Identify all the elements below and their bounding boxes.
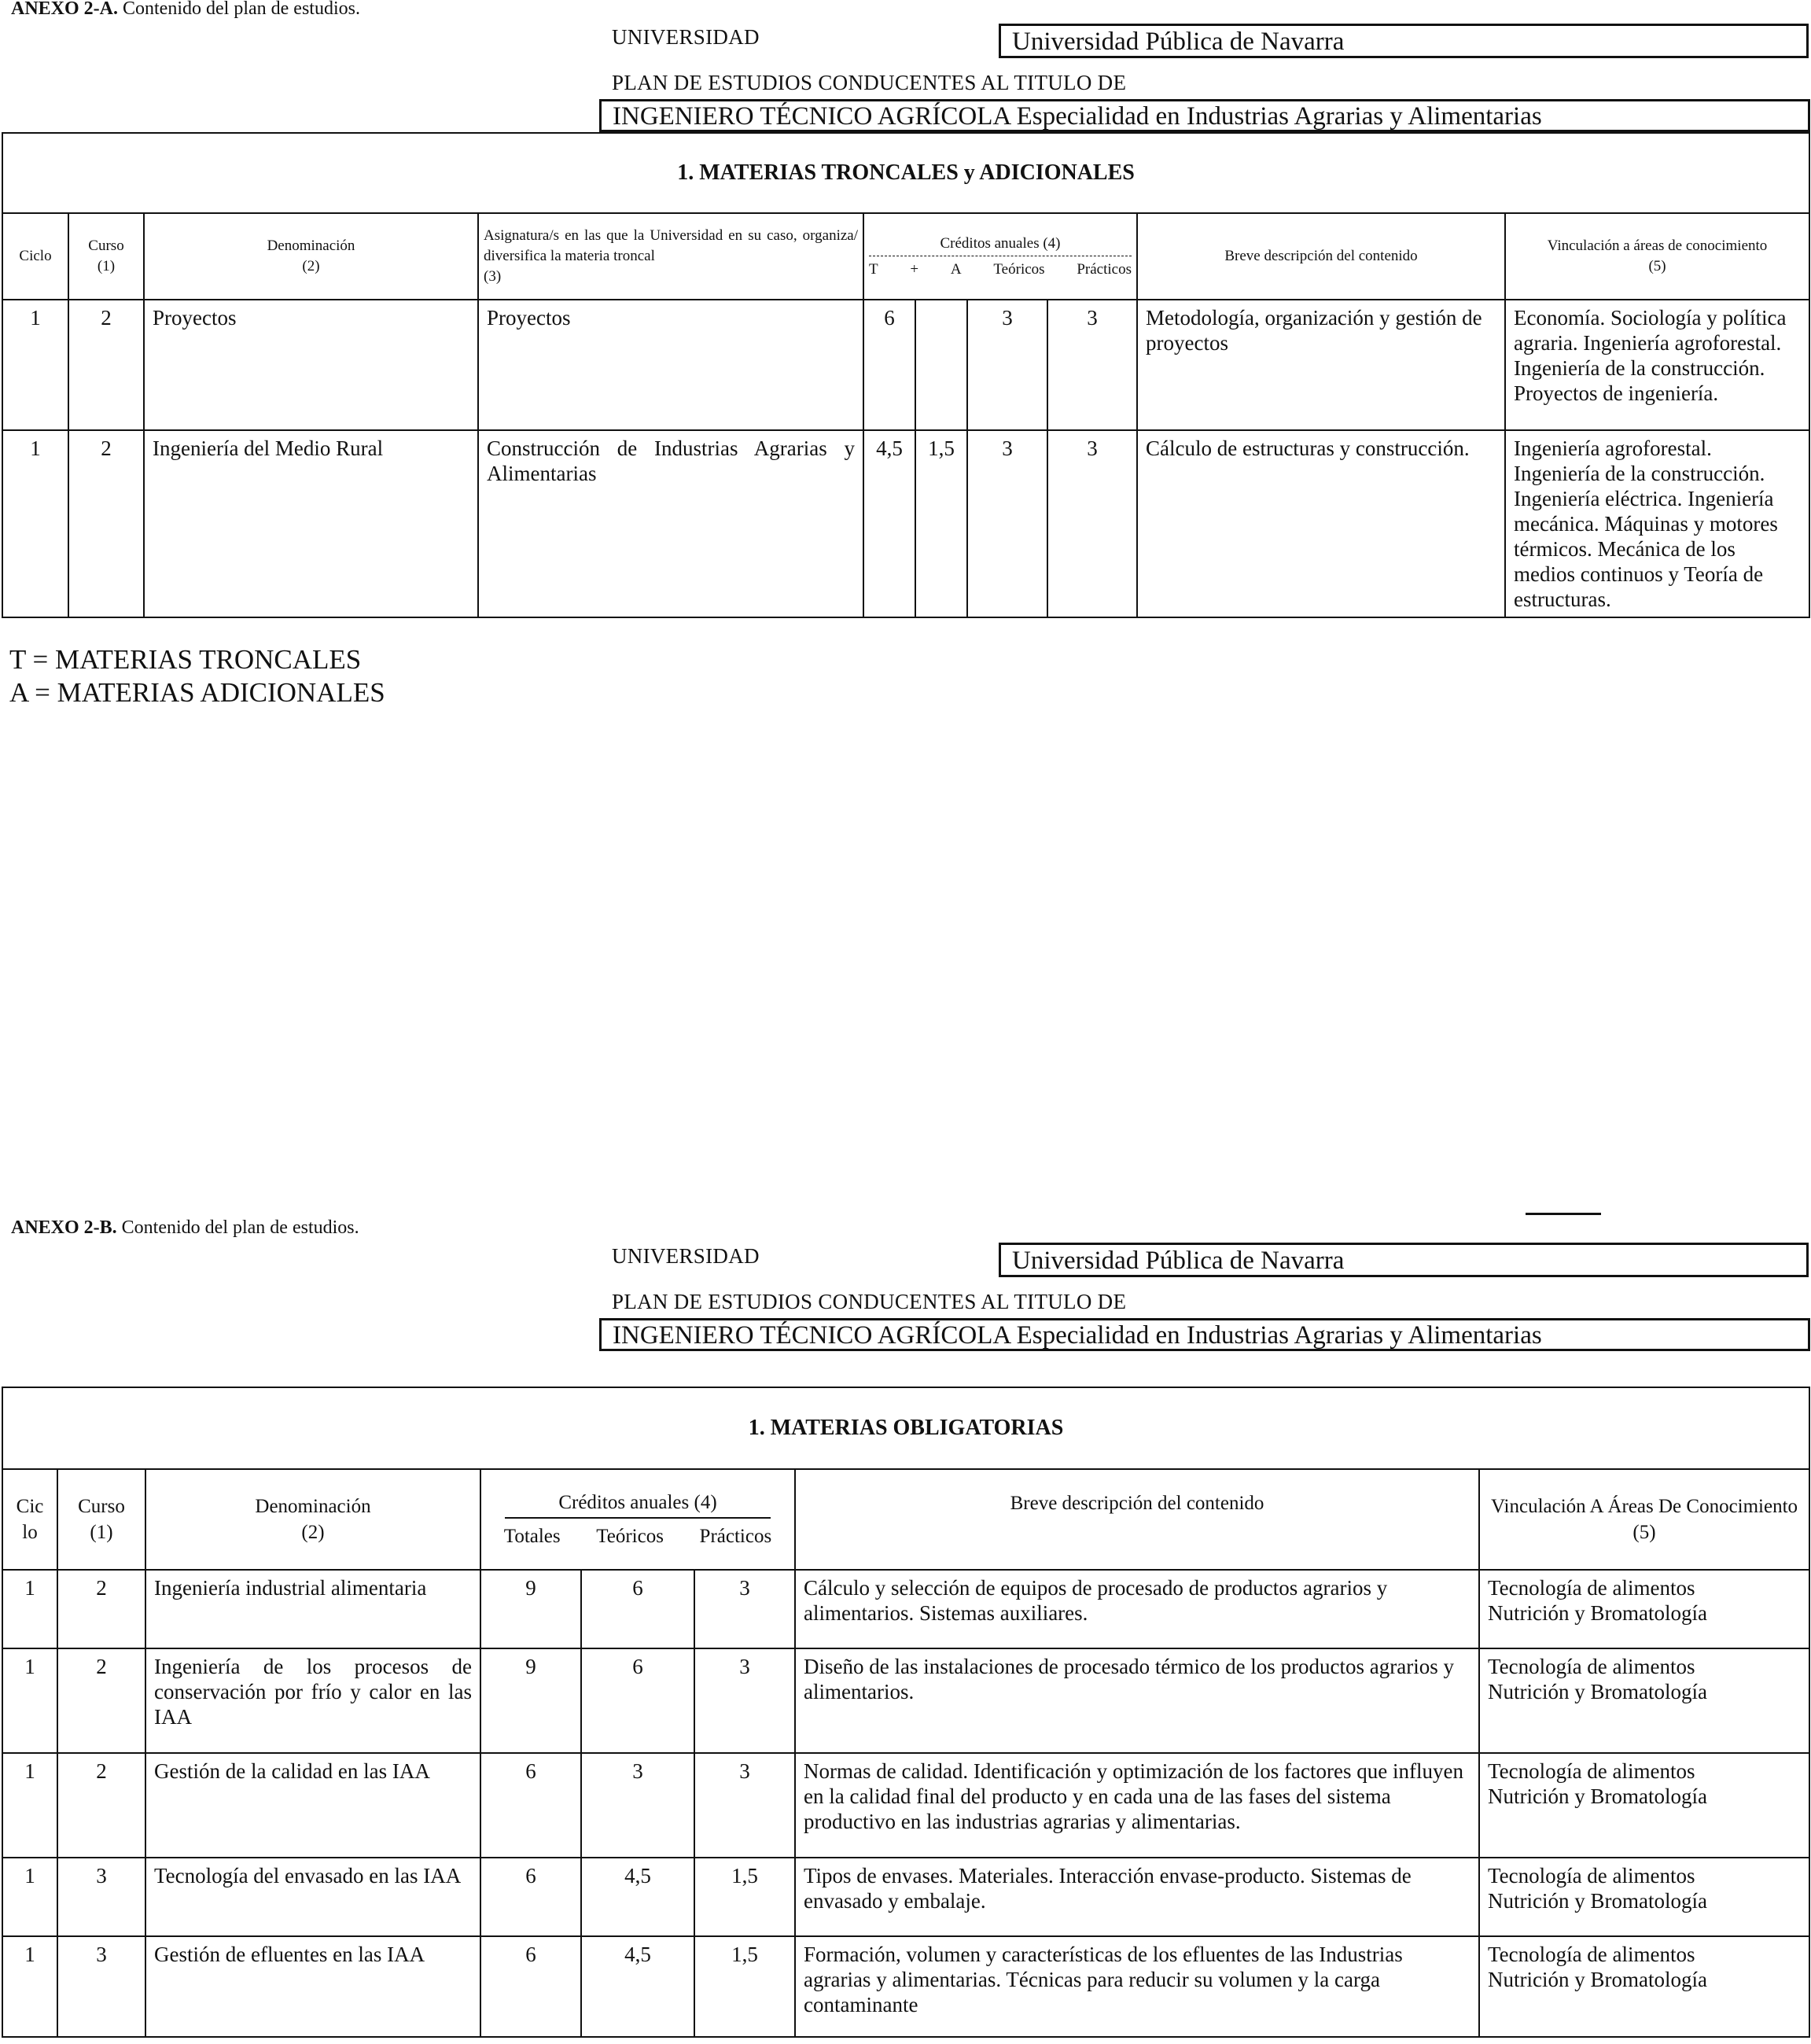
cell-t: 6	[863, 300, 915, 430]
header-plus: +	[910, 260, 919, 278]
cell-ciclo: 1	[2, 1753, 57, 1858]
header-t: T	[869, 260, 878, 278]
header-denominacion: Denominación (2)	[145, 1469, 480, 1570]
annex-a-university-field: Universidad Pública de Navarra	[999, 24, 1809, 58]
cell-ciclo: 1	[2, 430, 68, 617]
cell-vinculacion: Tecnología de alimentos Nutrición y Bromatología	[1479, 1753, 1809, 1858]
legend-troncales: T = MATERIAS TRONCALES	[9, 644, 362, 675]
cell-vinculacion: Economía. Sociología y política agraria. Ingeniería agroforestal. Ingeniería de la construcción. Proyectos de ingeniería.	[1505, 300, 1809, 430]
annex-b-heading-bold: ANEXO 2-B.	[11, 1217, 117, 1238]
cell-totales: 9	[480, 1570, 581, 1648]
cell-denominacion: Ingeniería del Medio Rural	[144, 430, 478, 617]
table-row	[2, 430, 1809, 617]
cell-practicos: 1,5	[694, 1858, 795, 1936]
cell-teoricos: 3	[967, 300, 1047, 430]
annex-b-table-title: 1. MATERIAS OBLIGATORIAS	[2, 1387, 1809, 1469]
cell-practicos: 3	[694, 1648, 795, 1753]
cell-descripcion: Normas de calidad. Identificación y optimización de los factores que influyen en la calidad final del producto y en cada una de las fases del sistema productivo en las industrias agrarias y alimentarias.	[795, 1753, 1479, 1858]
cell-practicos: 3	[694, 1570, 795, 1648]
cell-denominacion: Ingeniería de los procesos de conservación por frío y calor en las IAA	[145, 1648, 480, 1753]
cell-denominacion: Tecnología del envasado en las IAA	[145, 1858, 480, 1936]
cell-asignatura: Construcción de Industrias Agrarias y Alimentarias	[478, 430, 863, 617]
cell-curso: 2	[57, 1753, 145, 1858]
table-row	[2, 1858, 1809, 1936]
cell-vinculacion: Tecnología de alimentos Nutrición y Bromatología	[1479, 1858, 1809, 1936]
cell-descripcion: Cálculo y selección de equipos de procesado de productos agrarios y alimentarios. Sistemas auxiliares.	[795, 1570, 1479, 1648]
table-row	[2, 1936, 1809, 2037]
cell-a	[915, 300, 967, 430]
cell-practicos: 3	[1047, 430, 1137, 617]
cell-vinculacion: Ingeniería agroforestal. Ingeniería de la construcción. Ingeniería eléctrica. Ingeniería mecánica. Máquinas y motores térmicos. Mecánica de los medios continuos y Teoría de estructuras.	[1505, 430, 1809, 617]
cell-descripcion: Cálculo de estructuras y construcción.	[1137, 430, 1505, 617]
header-creditos-title: Créditos anuales (4)	[869, 234, 1132, 256]
annex-a-university-label: UNIVERSIDAD	[612, 25, 760, 49]
cell-curso: 2	[57, 1570, 145, 1648]
table-row	[2, 1570, 1809, 1648]
header-creditos	[480, 1469, 795, 1570]
header-curso: Curso (1)	[68, 213, 144, 300]
cell-practicos: 3	[1047, 300, 1137, 430]
cell-descripcion: Formación, volumen y características de los efluentes de las Industrias agrarias y alimentarias. Técnicas para reducir su volumen y la carga contaminante	[795, 1936, 1479, 2037]
cell-denominacion: Gestión de la calidad en las IAA	[145, 1753, 480, 1858]
annex-b-plan-label: PLAN DE ESTUDIOS CONDUCENTES AL TITULO DE	[612, 1290, 1127, 1313]
cell-curso: 2	[57, 1648, 145, 1753]
cell-ciclo: 1	[2, 1570, 57, 1648]
cell-teoricos: 3	[967, 430, 1047, 617]
cell-ciclo: 1	[2, 1936, 57, 2037]
annex-b-university-field: Universidad Pública de Navarra	[999, 1243, 1809, 1277]
cell-asignatura: Proyectos	[478, 300, 863, 430]
cell-vinculacion: Tecnología de alimentos Nutrición y Bromatología	[1479, 1570, 1809, 1648]
annex-b-plan-field: INGENIERO TÉCNICO AGRÍCOLA Especialidad en Industrias Agrarias y Alimentarias	[599, 1318, 1810, 1351]
table-row	[2, 1648, 1809, 1753]
header-teoricos: Teóricos	[993, 260, 1045, 278]
cell-practicos: 1,5	[694, 1936, 795, 2037]
cell-teoricos: 4,5	[581, 1858, 694, 1936]
separator-mark	[1526, 1213, 1601, 1215]
annex-a-heading-rest: Contenido del plan de estudios.	[118, 0, 360, 19]
header-creditos	[863, 213, 1137, 300]
annex-a-plan-field: INGENIERO TÉCNICO AGRÍCOLA Especialidad en Industrias Agrarias y Alimentarias	[599, 99, 1810, 132]
annex-a-plan-label: PLAN DE ESTUDIOS CONDUCENTES AL TITULO DE	[612, 71, 1127, 94]
header-totales: Totales	[503, 1526, 561, 1547]
cell-denominacion: Ingeniería industrial alimentaria	[145, 1570, 480, 1648]
header-descripcion: Breve descripción del contenido	[1137, 213, 1505, 300]
header-vinculacion: Vinculación a áreas de conocimiento (5)	[1505, 213, 1809, 300]
header-ciclo: Ciclo	[2, 213, 68, 300]
cell-descripcion: Metodología, organización y gestión de proyectos	[1137, 300, 1505, 430]
cell-practicos: 3	[694, 1753, 795, 1858]
cell-t: 4,5	[863, 430, 915, 617]
header-asignatura: Asignatura/s en las que la Universidad en su caso, organiza/ diversifica la materia troncal (3)	[478, 213, 863, 300]
cell-curso: 3	[57, 1936, 145, 2037]
cell-curso: 3	[57, 1858, 145, 1936]
cell-totales: 6	[480, 1753, 581, 1858]
cell-ciclo: 1	[2, 1648, 57, 1753]
annex-b-table	[2, 1387, 1810, 2038]
cell-descripcion: Diseño de las instalaciones de procesado térmico de los productos agrarios y alimentarios.	[795, 1648, 1479, 1753]
cell-a: 1,5	[915, 430, 967, 617]
annex-b-heading-rest: Contenido del plan de estudios.	[116, 1217, 359, 1238]
annex-a-table-title: 1. MATERIAS TRONCALES y ADICIONALES	[2, 133, 1809, 213]
cell-teoricos: 6	[581, 1648, 694, 1753]
cell-vinculacion: Tecnología de alimentos Nutrición y Bromatología	[1479, 1936, 1809, 2037]
header-teoricos: Teóricos	[596, 1526, 664, 1547]
annex-a-table	[2, 132, 1810, 618]
cell-teoricos: 4,5	[581, 1936, 694, 2037]
legend-adicionales: A = MATERIAS ADICIONALES	[9, 677, 385, 708]
header-practicos: Prácticos	[699, 1526, 772, 1547]
header-ciclo: Cic lo	[2, 1469, 57, 1570]
cell-curso: 2	[68, 430, 144, 617]
cell-teoricos: 3	[581, 1753, 694, 1858]
annex-a-heading-bold: ANEXO 2-A.	[11, 0, 118, 19]
header-denominacion: Denominación (2)	[144, 213, 478, 300]
table-row	[2, 1753, 1809, 1858]
cell-vinculacion: Tecnología de alimentos Nutrición y Bromatología	[1479, 1648, 1809, 1753]
annex-b-university-label: UNIVERSIDAD	[612, 1244, 760, 1268]
cell-totales: 9	[480, 1648, 581, 1753]
table-row	[2, 300, 1809, 430]
annex-b-heading	[11, 1217, 359, 1239]
header-curso: Curso (1)	[57, 1469, 145, 1570]
header-a: A	[950, 260, 962, 278]
annex-a-heading	[11, 0, 360, 20]
header-practicos: Prácticos	[1077, 260, 1132, 278]
cell-descripcion: Tipos de envases. Materiales. Interacción envase-producto. Sistemas de envasado y embalaje.	[795, 1858, 1479, 1936]
cell-ciclo: 1	[2, 300, 68, 430]
header-descripcion: Breve descripción del contenido	[795, 1469, 1479, 1570]
cell-totales: 6	[480, 1858, 581, 1936]
header-vinculacion: Vinculación A Áreas De Conocimiento (5)	[1479, 1469, 1809, 1570]
cell-denominacion: Proyectos	[144, 300, 478, 430]
cell-totales: 6	[480, 1936, 581, 2037]
header-creditos-title: Créditos anuales (4)	[505, 1490, 771, 1519]
cell-teoricos: 6	[581, 1570, 694, 1648]
cell-curso: 2	[68, 300, 144, 430]
cell-ciclo: 1	[2, 1858, 57, 1936]
cell-denominacion: Gestión de efluentes en las IAA	[145, 1936, 480, 2037]
